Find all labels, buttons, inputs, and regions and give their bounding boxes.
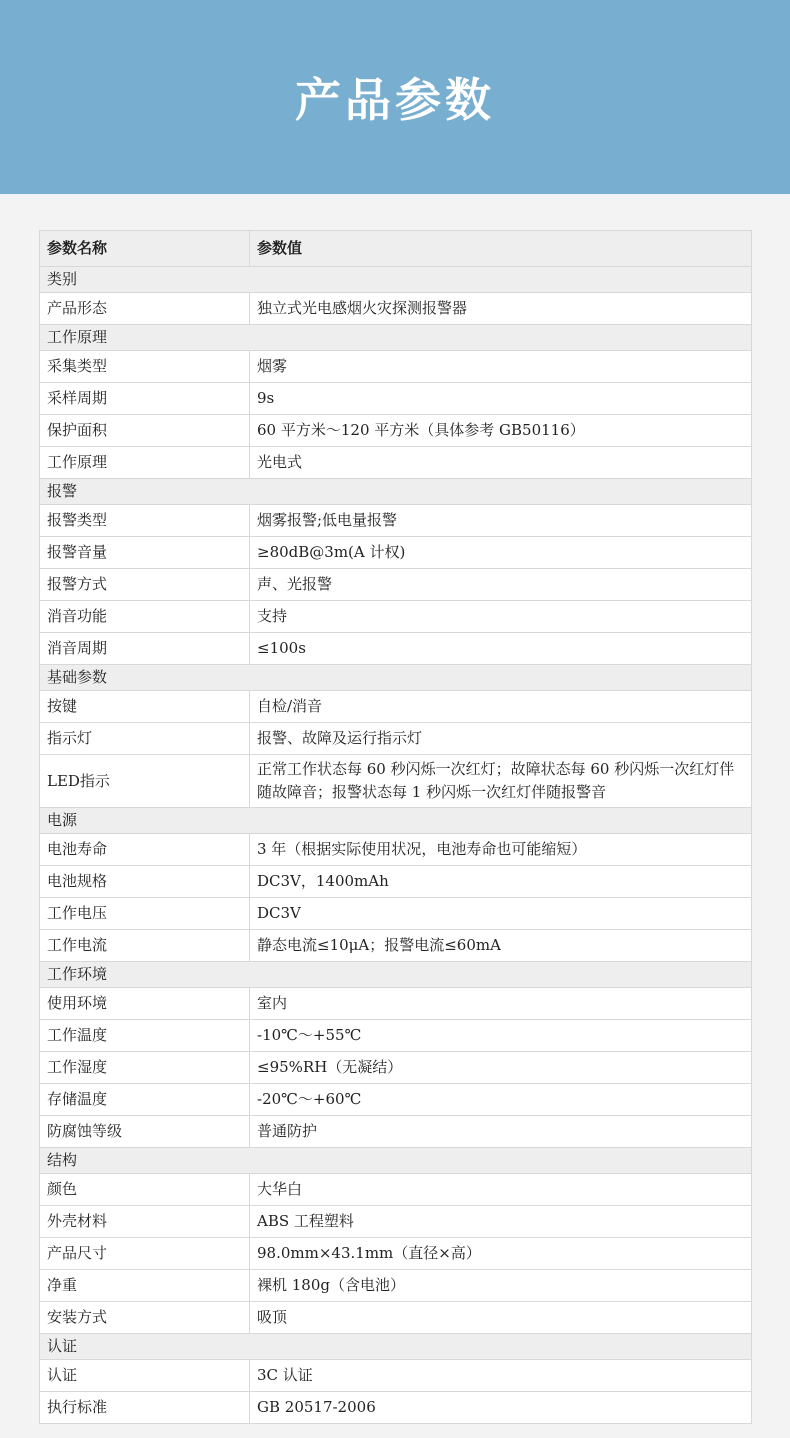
table-row [40, 1360, 752, 1392]
table-row [40, 1084, 752, 1116]
param-value: ≤100s [250, 633, 752, 665]
param-name: 报警类型 [40, 505, 250, 537]
param-value: 声、光报警 [250, 569, 752, 601]
header-param-value: 参数值 [250, 231, 752, 267]
section-row [40, 267, 752, 293]
param-value: 烟雾报警;低电量报警 [250, 505, 752, 537]
table-row [40, 1206, 752, 1238]
section-title: 类别 [40, 267, 752, 293]
section-title: 工作环境 [40, 962, 752, 988]
param-name: 执行标准 [40, 1392, 250, 1424]
param-value: ≤95%RH（无凝结） [250, 1052, 752, 1084]
section-title: 电源 [40, 808, 752, 834]
param-value: -20℃～+60℃ [250, 1084, 752, 1116]
param-value: 独立式光电感烟火灾探测报警器 [250, 293, 752, 325]
param-value: 吸顶 [250, 1302, 752, 1334]
page-title: 产品参数 [295, 73, 495, 127]
table-row [40, 723, 752, 755]
section-title: 结构 [40, 1148, 752, 1174]
param-name: 报警方式 [40, 569, 250, 601]
param-name: 报警音量 [40, 537, 250, 569]
section-title: 基础参数 [40, 665, 752, 691]
table-row [40, 601, 752, 633]
table-row [40, 691, 752, 723]
section-row [40, 325, 752, 351]
table-row [40, 293, 752, 325]
table-row [40, 351, 752, 383]
table-row [40, 866, 752, 898]
param-value: 支持 [250, 601, 752, 633]
table-row [40, 537, 752, 569]
table-row [40, 415, 752, 447]
param-name: 指示灯 [40, 723, 250, 755]
header-param-name: 参数名称 [40, 231, 250, 267]
spec-table [39, 230, 752, 1424]
table-row [40, 1116, 752, 1148]
param-name: 按键 [40, 691, 250, 723]
section-row [40, 808, 752, 834]
param-name: 存储温度 [40, 1084, 250, 1116]
param-name: 消音周期 [40, 633, 250, 665]
param-value: DC3V，1400mAh [250, 866, 752, 898]
table-row [40, 834, 752, 866]
param-name: 采集类型 [40, 351, 250, 383]
param-value: 静态电流≤10μA；报警电流≤60mA [250, 930, 752, 962]
param-value: 烟雾 [250, 351, 752, 383]
table-row [40, 633, 752, 665]
param-value: 普通防护 [250, 1116, 752, 1148]
table-row [40, 383, 752, 415]
table-row [40, 898, 752, 930]
param-name: LED指示 [40, 755, 250, 808]
param-value: ABS 工程塑料 [250, 1206, 752, 1238]
section-row [40, 479, 752, 505]
section-row [40, 962, 752, 988]
table-row [40, 505, 752, 537]
section-title: 认证 [40, 1334, 752, 1360]
section-row [40, 1148, 752, 1174]
param-value: 98.0mm×43.1mm（直径×高） [250, 1238, 752, 1270]
section-title: 报警 [40, 479, 752, 505]
param-name: 使用环境 [40, 988, 250, 1020]
param-name: 电池规格 [40, 866, 250, 898]
section-row [40, 1334, 752, 1360]
param-name: 工作原理 [40, 447, 250, 479]
param-value: 3 年（根据实际使用状况，电池寿命也可能缩短） [250, 834, 752, 866]
param-name: 工作电流 [40, 930, 250, 962]
table-row [40, 988, 752, 1020]
param-value: 报警、故障及运行指示灯 [250, 723, 752, 755]
param-value: 裸机 180g（含电池） [250, 1270, 752, 1302]
section-title: 工作原理 [40, 325, 752, 351]
table-row [40, 755, 752, 808]
param-value: DC3V [250, 898, 752, 930]
param-name: 工作电压 [40, 898, 250, 930]
table-row [40, 930, 752, 962]
param-name: 工作温度 [40, 1020, 250, 1052]
param-name: 安装方式 [40, 1302, 250, 1334]
table-row [40, 447, 752, 479]
param-value: 3C 认证 [250, 1360, 752, 1392]
param-value: 室内 [250, 988, 752, 1020]
table-row [40, 1238, 752, 1270]
table-row [40, 1020, 752, 1052]
param-value: 9s [250, 383, 752, 415]
table-row [40, 1270, 752, 1302]
spec-table-container [39, 230, 752, 1424]
param-value: 60 平方米～120 平方米（具体参考 GB50116） [250, 415, 752, 447]
param-name: 产品尺寸 [40, 1238, 250, 1270]
param-value: -10℃～+55℃ [250, 1020, 752, 1052]
param-name: 采样周期 [40, 383, 250, 415]
param-name: 消音功能 [40, 601, 250, 633]
param-name: 产品形态 [40, 293, 250, 325]
param-name: 保护面积 [40, 415, 250, 447]
table-row [40, 1392, 752, 1424]
param-value: 大华白 [250, 1174, 752, 1206]
param-name: 防腐蚀等级 [40, 1116, 250, 1148]
param-name: 工作湿度 [40, 1052, 250, 1084]
param-name: 颜色 [40, 1174, 250, 1206]
table-header-row [40, 231, 752, 267]
table-row [40, 569, 752, 601]
param-value: 正常工作状态每 60 秒闪烁一次红灯；故障状态每 60 秒闪烁一次红灯伴随故障音；报警状态每 1 秒闪烁一次红灯伴随报警音 [250, 755, 752, 808]
param-name: 外壳材料 [40, 1206, 250, 1238]
section-row [40, 665, 752, 691]
param-name: 认证 [40, 1360, 250, 1392]
table-row [40, 1174, 752, 1206]
param-value: GB 20517-2006 [250, 1392, 752, 1424]
param-value: ≥80dB@3m(A 计权) [250, 537, 752, 569]
table-row [40, 1302, 752, 1334]
param-name: 电池寿命 [40, 834, 250, 866]
page-header [0, 0, 790, 194]
param-name: 净重 [40, 1270, 250, 1302]
param-value: 自检/消音 [250, 691, 752, 723]
table-row [40, 1052, 752, 1084]
param-value: 光电式 [250, 447, 752, 479]
